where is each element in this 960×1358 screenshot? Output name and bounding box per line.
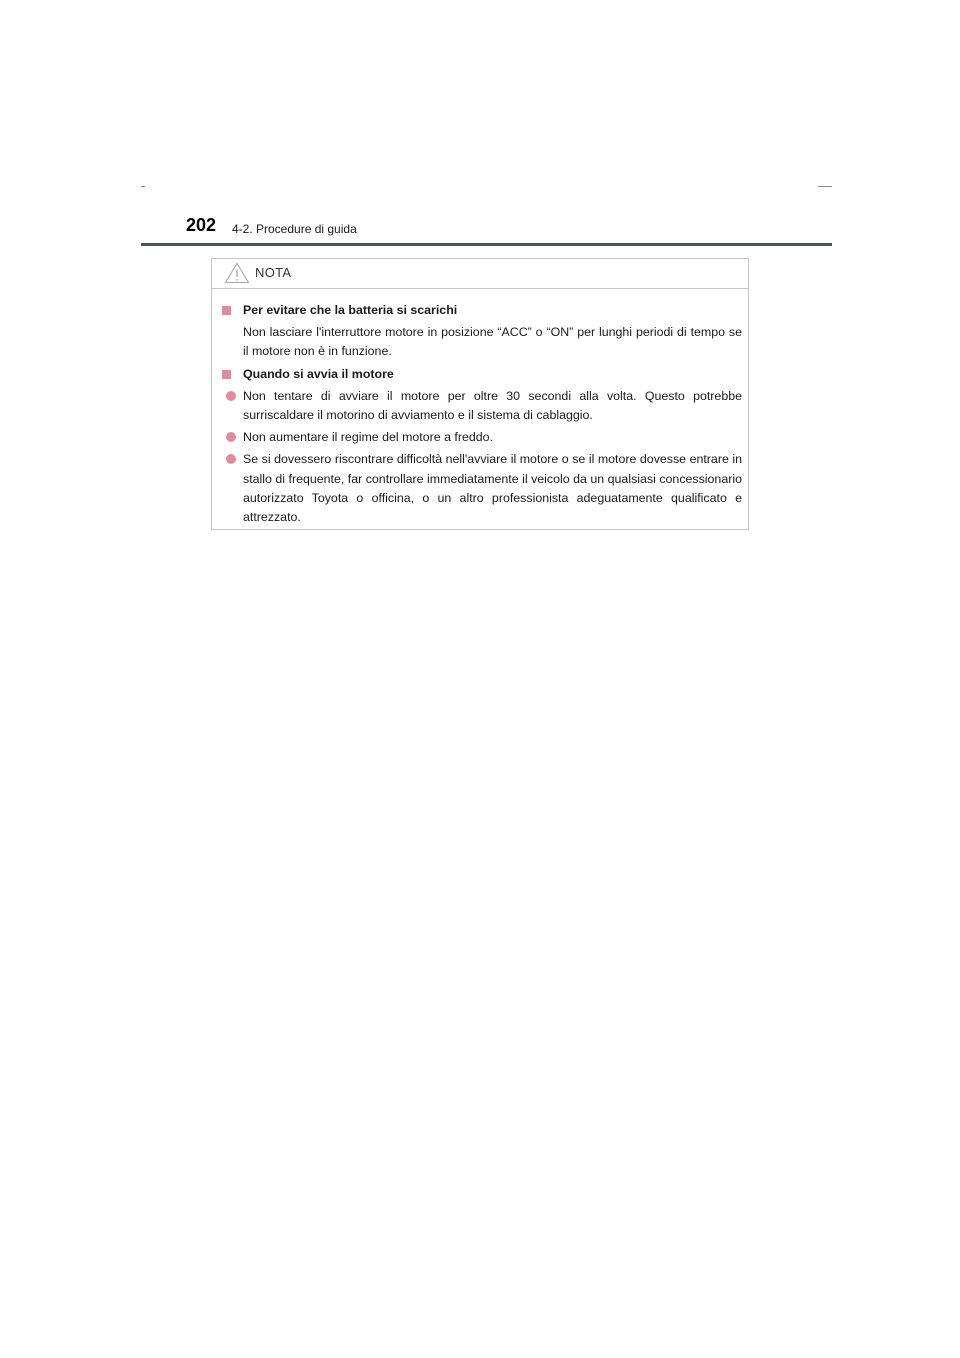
note-header [212, 259, 748, 289]
square-bullet-icon [222, 306, 231, 315]
page-number: 202 [186, 215, 217, 235]
note-box [211, 258, 749, 530]
section-title: 4-2. Procedure di guida [232, 222, 357, 236]
circle-bullet-icon [226, 432, 236, 442]
note-label: NOTA [255, 265, 292, 280]
circle-bullet-icon [226, 391, 236, 401]
crop-mark-right [818, 186, 832, 187]
list-item: Non tentare di avviare il motore per oltre 30 secondi alla volta. Questo potrebbe surriscaldare il motorino di avviamento e il sistema di cablaggio. [220, 387, 742, 425]
circle-bullet-icon [226, 454, 236, 464]
note-body [212, 289, 748, 527]
list-item: Non aumentare il regime del motore a freddo. [220, 428, 742, 447]
item-paragraph: Non lasciare l'interruttore motore in posizione “ACC” o “ON” per lunghi periodi di tempo se il motore non è in funzione. [243, 325, 742, 359]
list-item: Se si dovessero riscontrare difficoltà nell'avviare il motore o se il motore dovesse entrare in stallo di frequente, far controllare immediatamente il veicolo da un qualsiasi concessionario autorizzato Toyota o officina, o un altro professionista adeguatamente qualificato e attrezzato. [220, 450, 742, 527]
square-bullet-icon [222, 370, 231, 379]
header-rule [141, 243, 832, 246]
item-heading: Per evitare che la batteria si scarichi [220, 301, 742, 320]
warning-triangle-icon [224, 262, 250, 284]
item-heading: Quando si avvia il motore [220, 365, 742, 384]
crop-mark-left [141, 186, 145, 187]
